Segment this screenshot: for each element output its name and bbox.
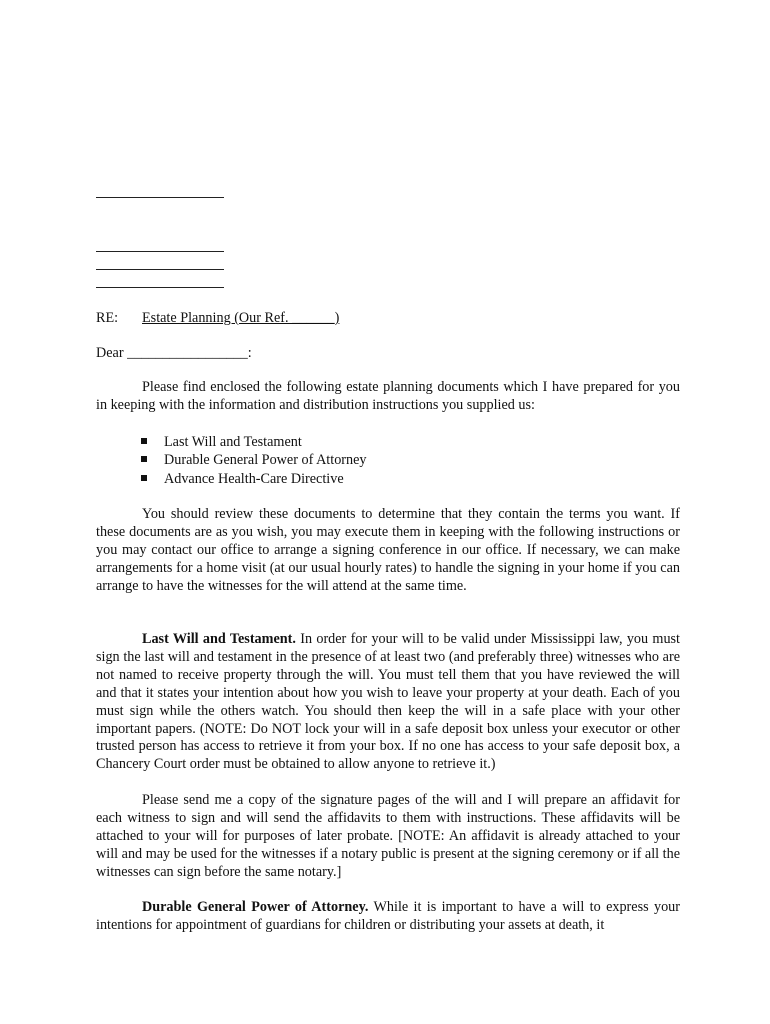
list-item-label: Advance Health-Care Directive	[164, 470, 344, 487]
will-paragraph	[96, 631, 680, 774]
document-list	[140, 433, 367, 488]
list-item	[140, 451, 367, 469]
re-label: RE:	[96, 310, 119, 326]
re-line	[96, 309, 339, 327]
re-subject: Estate Planning (Our Ref. ______)	[142, 310, 340, 326]
review-paragraph: You should review these documents to determine that they contain the terms you want. If these documents are as you wish, you may execute them in keeping with the following instructions or you may contact our office to arrange a signing conference in our office. If necessary, we can make arrangements for a home visit (at our usual hourly rates) to handle the signing in your home if you can arrange to have the witnesses for the will attend at the same time.	[96, 506, 680, 594]
date-blank-line	[96, 197, 224, 198]
list-item	[140, 433, 367, 451]
recipient-address-blank-line	[96, 269, 224, 270]
poa-paragraph	[96, 899, 680, 935]
poa-heading: Durable General Power of Attorney.	[142, 899, 369, 915]
recipient-city-blank-line	[96, 287, 224, 288]
list-item	[140, 470, 367, 488]
affidavit-paragraph: Please send me a copy of the signature pages of the will and I will prepare an affidavit for each witness to sign and will send the affidavits to them with instructions. These affidavits will be attached to your will for purposes of later probate. [NOTE: An affidavit is already attached to your will and may be used for the witnesses if a notary public is present at the signing ceremony or if all the witnesses can sign before the same notary.]	[96, 792, 680, 880]
bullet-square-icon	[141, 456, 147, 462]
list-item-label: Last Will and Testament	[164, 434, 302, 450]
list-item-label: Durable General Power of Attorney	[164, 452, 367, 469]
poa-body: While it is important to have a will to express your intentions for appointment of guardians for children or distributing your assets at death, it	[96, 899, 680, 933]
salutation: Dear _________________:	[96, 345, 252, 361]
bullet-square-icon	[141, 438, 147, 444]
will-heading: Last Will and Testament.	[142, 631, 296, 647]
recipient-name-blank-line	[96, 251, 224, 252]
intro-paragraph: Please find enclosed the following estate planning documents which I have prepared for you in keeping with the information and distribution instructions you supplied us:	[96, 379, 680, 413]
bullet-square-icon	[141, 475, 147, 481]
will-body: In order for your will to be valid under Mississippi law, you must sign the last will and testament in the presence of at least two (and preferably three) witnesses who are not named to receive property through the will. You must tell them that you have reviewed the will and that it states your intention about how you wish to leave your property at your death. Each of you must sign while the others watch. You should then keep the will in a safe place with your other important papers. (NOTE: Do NOT lock your will in a safe deposit box unless your executor or other trusted person has access to retrieve it from your box. If no one has access to your safe deposit box, a Chancery Court order must be obtained to allow anyone to retrieve it.)	[96, 631, 681, 773]
